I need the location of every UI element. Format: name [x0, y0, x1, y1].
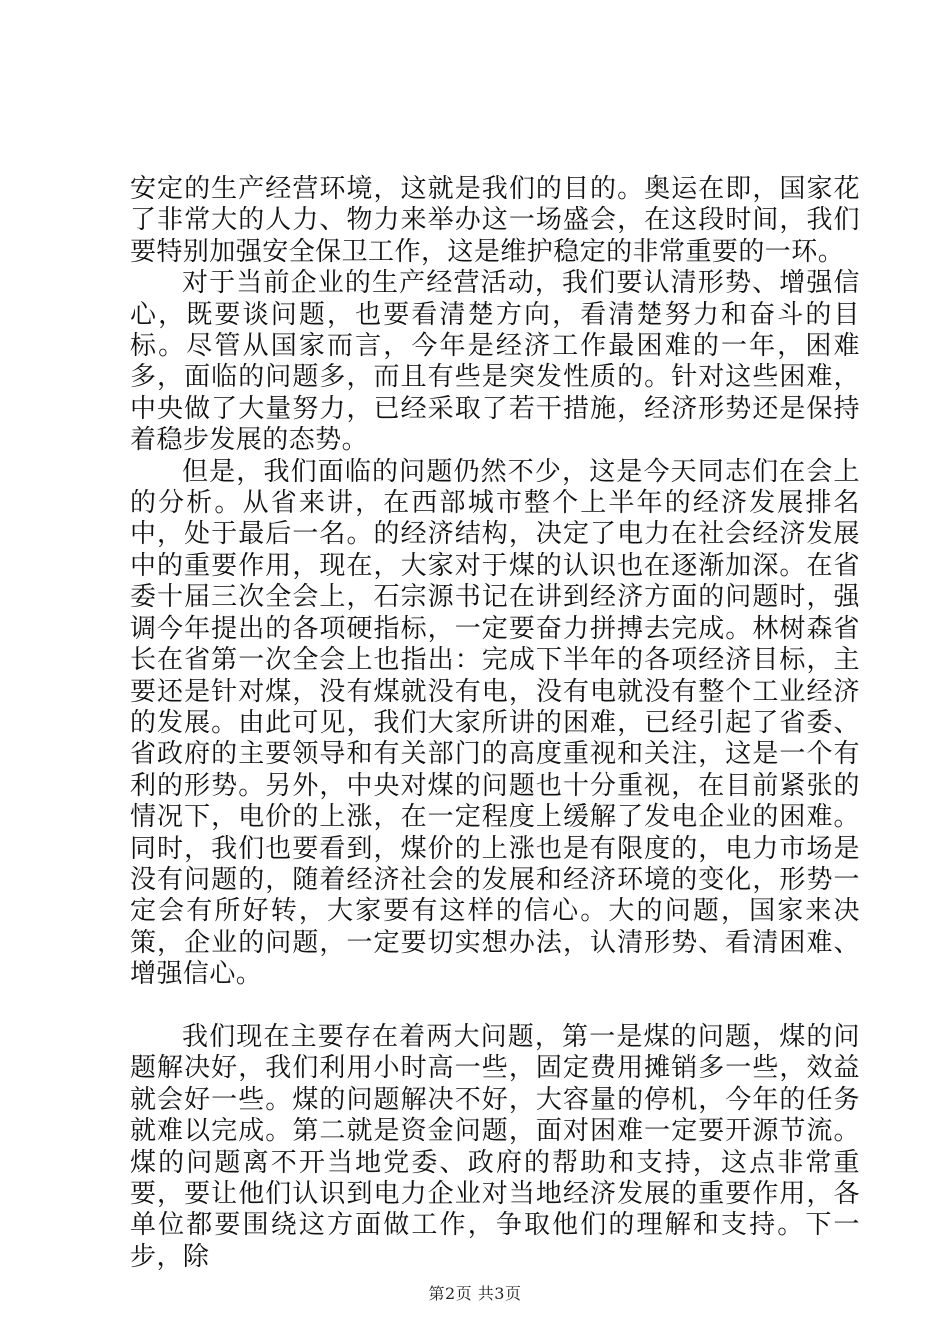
- document-body: [130, 174, 860, 1273]
- paragraph-3: 但是，我们面临的问题仍然不少，这是今天同志们在会上的分析。从省来讲，在西部城市整个上半年的经济发展排名中，处于最后一名。的经济结构，决定了电力在社会经济发展中的重要作用，现在，大家对于煤的认识也在逐渐加深。在省委十届三次全会上，石宗源书记在讲到经济方面的问题时，强调今年提出的各项硬指标，一定要奋力拼搏去完成。林树森省长在省第一次全会上也指出：完成下半年的各项经济目标，主要还是针对煤，没有煤就没有电，没有电就没有整个工业经济的发展。由此可见，我们大家所讲的困难，已经引起了省委、省政府的主要领导和有关部门的高度重视和关注，这是一个有利的形势。另外，中央对煤的问题也十分重视，在目前紧张的情况下，电价的上涨，在一定程度上缓解了发电企业的困难。同时，我们也要看到，煤价的上涨也是有限度的，电力市场是没有问题的，随着经济社会的发展和经济环境的变化，形势一定会有所好转，大家要有这样的信心。大的问题，国家来决策，企业的问题，一定要切实想办法，认清形势、看清困难、增强信心。: [130, 456, 860, 990]
- paragraph-gap: [130, 991, 860, 1022]
- paragraph-2: 对于当前企业的生产经营活动，我们要认清形势、增强信心，既要谈问题，也要看清楚方向，看清楚努力和奋斗的目标。尽管从国家而言，今年是经济工作最困难的一年，困难多，面临的问题多，而且有些是突发性质的。针对这些困难，中央做了大量努力，已经采取了若干措施，经济形势还是保持着稳步发展的态势。: [130, 268, 860, 456]
- page-number-footer: 第2页 共3页: [428, 1284, 522, 1303]
- paragraph-4: 我们现在主要存在着两大问题，第一是煤的问题，煤的问题解决好，我们利用小时高一些，固定费用摊销多一些，效益就会好一些。煤的问题解决不好，大容量的停机，今年的任务就难以完成。第二就是资金问题，面对困难一定要开源节流。煤的问题离不开当地党委、政府的帮助和支持，这点非常重要，要让他们认识到电力企业对当地经济发展的重要作用，各单位都要围绕这方面做工作，争取他们的理解和支持。下一步，除: [130, 1021, 860, 1272]
- paragraph-1: 安定的生产经营环境，这就是我们的目的。奥运在即，国家花了非常大的人力、物力来举办这一场盛会，在这段时间，我们要特别加强安全保卫工作，这是维护稳定的非常重要的一环。: [130, 174, 860, 267]
